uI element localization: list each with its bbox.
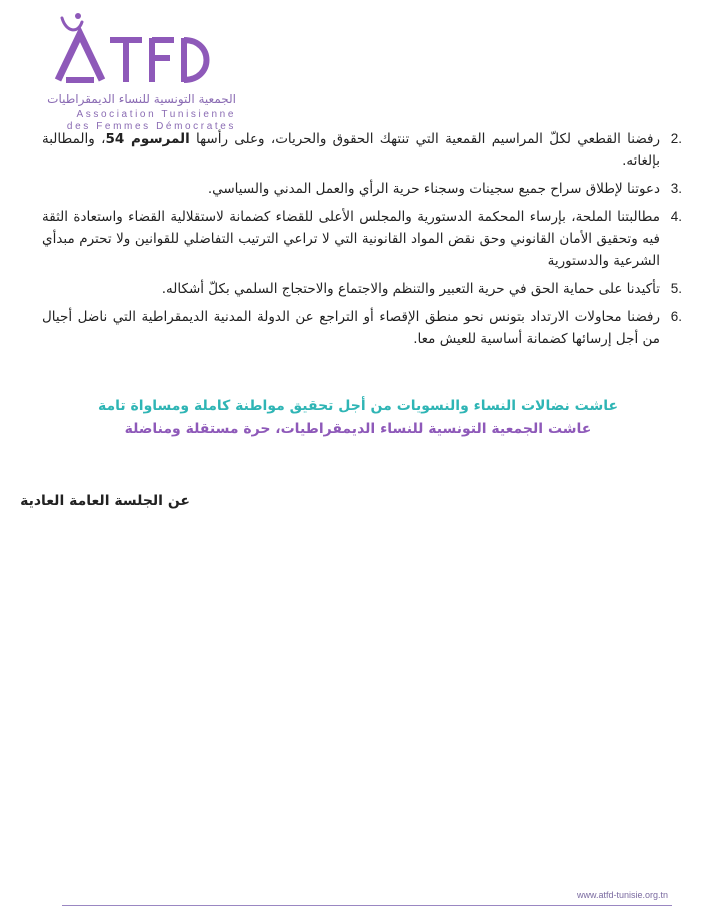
list-item	[42, 128, 682, 172]
slogan-line1: عاشت نضالات النساء والنسويات من أجل تحقيق مواطنة كاملة ومساواة تامة	[97, 398, 619, 414]
item-text: تأكيدنا على حماية الحق في حرية التعبير والتنظم والاجتماع والاحتجاج السلمي بكلّ أشكاله.	[161, 281, 660, 297]
item-number: 3.	[670, 181, 682, 196]
item-bold-text: المرسوم 54	[105, 131, 190, 147]
slogan-line2: عاشت الجمعية التونسية للنساء الديمقراطيات، حرة مستقلة ومناضلة	[124, 421, 592, 437]
atfd-logo	[40, 8, 240, 132]
item-number: 4.	[670, 209, 682, 224]
item-number: 2.	[670, 131, 682, 146]
item-number: 5.	[670, 281, 682, 296]
logo-french-line1: Association Tunisienne	[76, 109, 236, 120]
signature: عن الجلسة العامة العادية	[20, 493, 190, 509]
list-item	[42, 306, 682, 350]
footer-divider	[62, 905, 672, 906]
item-text-end: ، والمطالبة بإلغائه.	[42, 131, 660, 169]
item-number: 6.	[670, 309, 682, 324]
list-item	[42, 278, 682, 300]
item-text: دعوتنا لإطلاق سراح جميع سجينات وسجناء حرية الرأي والعمل المدني والسياسي.	[207, 181, 660, 197]
item-text: مطالبتنا الملحة، بإرساء المحكمة الدستورية والمجلس الأعلى للقضاء كضمانة لاستقلالية القضاء واستعادة الثقة فيه وتحقيق الأمان القانوني وحق نقض المواد القانونية التي لا تراعي الترتيب التفاضلي للقوانين ولا تحترم مبدأي الشرعية والدستورية	[42, 209, 660, 269]
item-text: رفضنا القطعي لكلّ المراسيم القمعية التي تنتهك الحقوق والحريات، وعلى رأسها	[189, 131, 661, 147]
atfd-logo-mark	[48, 8, 218, 90]
list-item	[42, 206, 682, 272]
footer-website-link[interactable]: www.atfd-tunisie.org.tn	[576, 890, 668, 900]
logo-french-line2: des Femmes Démocrates	[66, 121, 236, 132]
item-text: رفضنا محاولات الارتداد بتونس نحو منطق الإقصاء أو التراجع عن الدولة المدنية الديمقراطية التي ناضل أجيال من أجل إرسائها كضمانة أساسية للعيش معا.	[42, 309, 660, 347]
list-item	[42, 178, 682, 200]
demands-list	[42, 128, 682, 356]
logo-arabic-name: الجمعية التونسية للنساء الديمقراطيات	[47, 92, 236, 106]
